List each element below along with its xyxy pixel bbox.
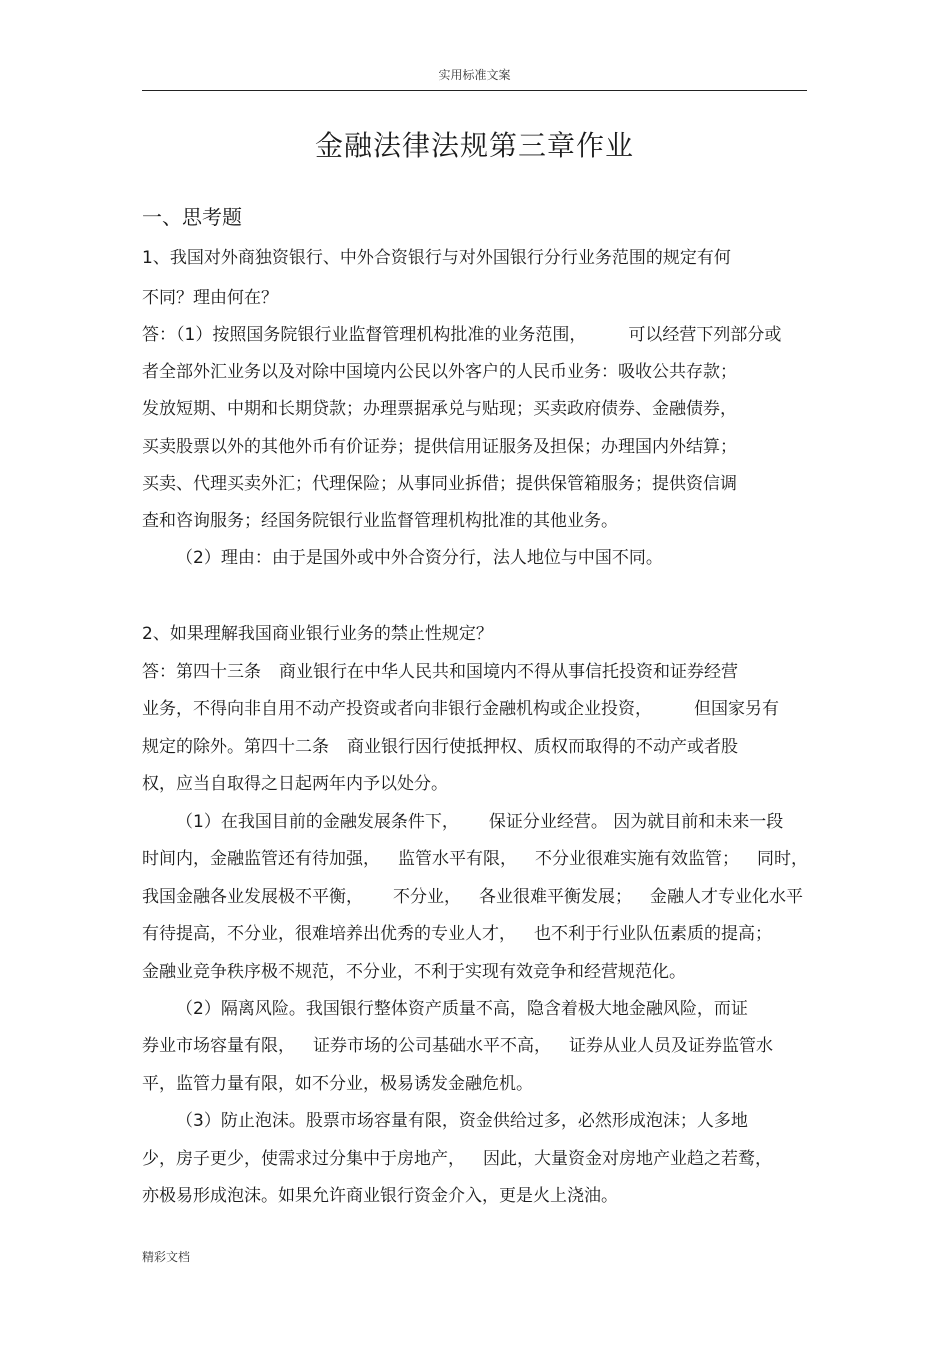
header-rule [142, 90, 807, 91]
answer-1-line-5: 买卖、代理买卖外汇；代理保险；从事同业拆借；提供保管箱服务；提供资信调 [142, 474, 737, 494]
answer-2-line-1a: 答：第四十三条 [142, 662, 261, 682]
answer-2-line-1b: 商业银行在中华人民共和国境内不得从事信托投资和证券经营 [279, 662, 738, 682]
document-title: 金融法律法规第三章作业 [314, 129, 634, 162]
point-1-line-1 [176, 810, 783, 834]
point-1-line-5: 金融业竞争秩序极不规范，不分业，不利于实现有效竞争和经营规范化。 [142, 962, 686, 982]
answer-2-line-3b: 商业银行因行使抵押权、质权而取得的不动产或者股 [347, 737, 738, 757]
point-1-line-1a: （1）在我国目前的金融发展条件下， [176, 812, 459, 832]
point-2-line-2a: 券业市场容量有限， [142, 1036, 295, 1056]
answer-2-line-2a: 业务，不得向非自用不动产投资或者向非银行金融机构或企业投资， [142, 699, 652, 719]
point-1-line-3a: 我国金融各业发展极不平衡， [142, 887, 363, 907]
point-1-line-2b: 监管水平有限， [398, 849, 517, 869]
answer-1-line-3: 发放短期、中期和长期贷款；办理票据承兑与贴现；买卖政府债券、金融债券， [142, 399, 737, 419]
point-1-line-3 [142, 885, 803, 909]
question-2-line: 2、如果理解我国商业银行业务的禁止性规定？ [142, 624, 493, 644]
point-3-line-2a: 少，房子更少，使需求过分集中于房地产， [142, 1149, 465, 1169]
answer-1-line-1 [142, 323, 781, 347]
point-2-line-1: （2）隔离风险。我国银行整体资产质量不高，隐含着极大地金融风险，而证 [176, 999, 748, 1019]
point-2-line-2 [142, 1034, 773, 1058]
point-2-line-2c: 证券从业人员及证券监管水 [569, 1036, 773, 1056]
point-1-line-3b: 不分业， [393, 887, 461, 907]
point-2-line-3: 平，监管力量有限，如不分业，极易诱发金融危机。 [142, 1074, 533, 1094]
point-1-line-2 [142, 847, 808, 871]
page-footer: 精彩文档 [142, 1250, 191, 1264]
answer-1-line-2: 者全部外汇业务以及对除中国境内公民以外客户的人民币业务：吸收公共存款； [142, 362, 737, 382]
point-1-line-4b: 也不利于行业队伍素质的提高； [534, 924, 772, 944]
answer-2-line-3 [142, 735, 738, 759]
answer-2-line-1 [142, 660, 738, 684]
answer-1-line-1b: 可以经营下列部分或 [628, 325, 782, 345]
answer-2-line-4: 权，应当自取得之日起两年内予以处分。 [142, 774, 448, 794]
point-1-line-1b: 保证分业经营。 因为就目前和未来一段 [488, 812, 784, 832]
question-1-line-1: 1、我国对外商独资银行、中外合资银行与对外国银行分行业务范围的规定有何 [142, 248, 731, 268]
question-1-line-2: 不同？理由何在？ [142, 288, 278, 308]
point-1-line-2a: 时间内，金融监管还有待加强， [142, 849, 380, 869]
point-3-line-3: 亦极易形成泡沫。如果允许商业银行资金介入，更是火上浇油。 [142, 1186, 618, 1206]
point-1-line-2c: 不分业很难实施有效监管； [535, 849, 739, 869]
section-heading: 一、思考题 [142, 205, 242, 229]
point-1-line-4a: 有待提高，不分业，很难培养出优秀的专业人才， [142, 924, 516, 944]
answer-1-line-7: （2）理由：由于是国外或中外合资分行，法人地位与中国不同。 [176, 548, 663, 568]
point-1-line-3d: 金融人才专业化水平 [650, 887, 803, 907]
point-2-line-2b: 证券市场的公司基础水平不高， [313, 1036, 551, 1056]
answer-2-line-3a: 规定的除外。第四十二条 [142, 737, 329, 757]
answer-1-line-4: 买卖股票以外的其他外币有价证券；提供信用证服务及担保；办理国内外结算； [142, 437, 737, 457]
point-1-line-4 [142, 922, 772, 946]
point-1-line-2d: 同时， [757, 849, 808, 869]
answer-1-line-1a: 答：（1）按照国务院银行业监督管理机构批准的业务范围， [142, 325, 587, 345]
answer-2-line-2 [142, 697, 779, 721]
point-3-line-2 [142, 1147, 772, 1171]
point-3-line-1: （3）防止泡沫。股票市场容量有限，资金供给过多，必然形成泡沫；人多地 [176, 1111, 748, 1131]
answer-1-line-6: 查和咨询服务；经国务院银行业监督管理机构批准的其他业务。 [142, 511, 618, 531]
page-header: 实用标准文案 [438, 68, 511, 82]
answer-2-line-2b: 但国家另有 [694, 699, 779, 719]
point-3-line-2b: 因此，大量资金对房地产业趋之若鹜， [483, 1149, 772, 1169]
point-1-line-3c: 各业很难平衡发展； [479, 887, 632, 907]
